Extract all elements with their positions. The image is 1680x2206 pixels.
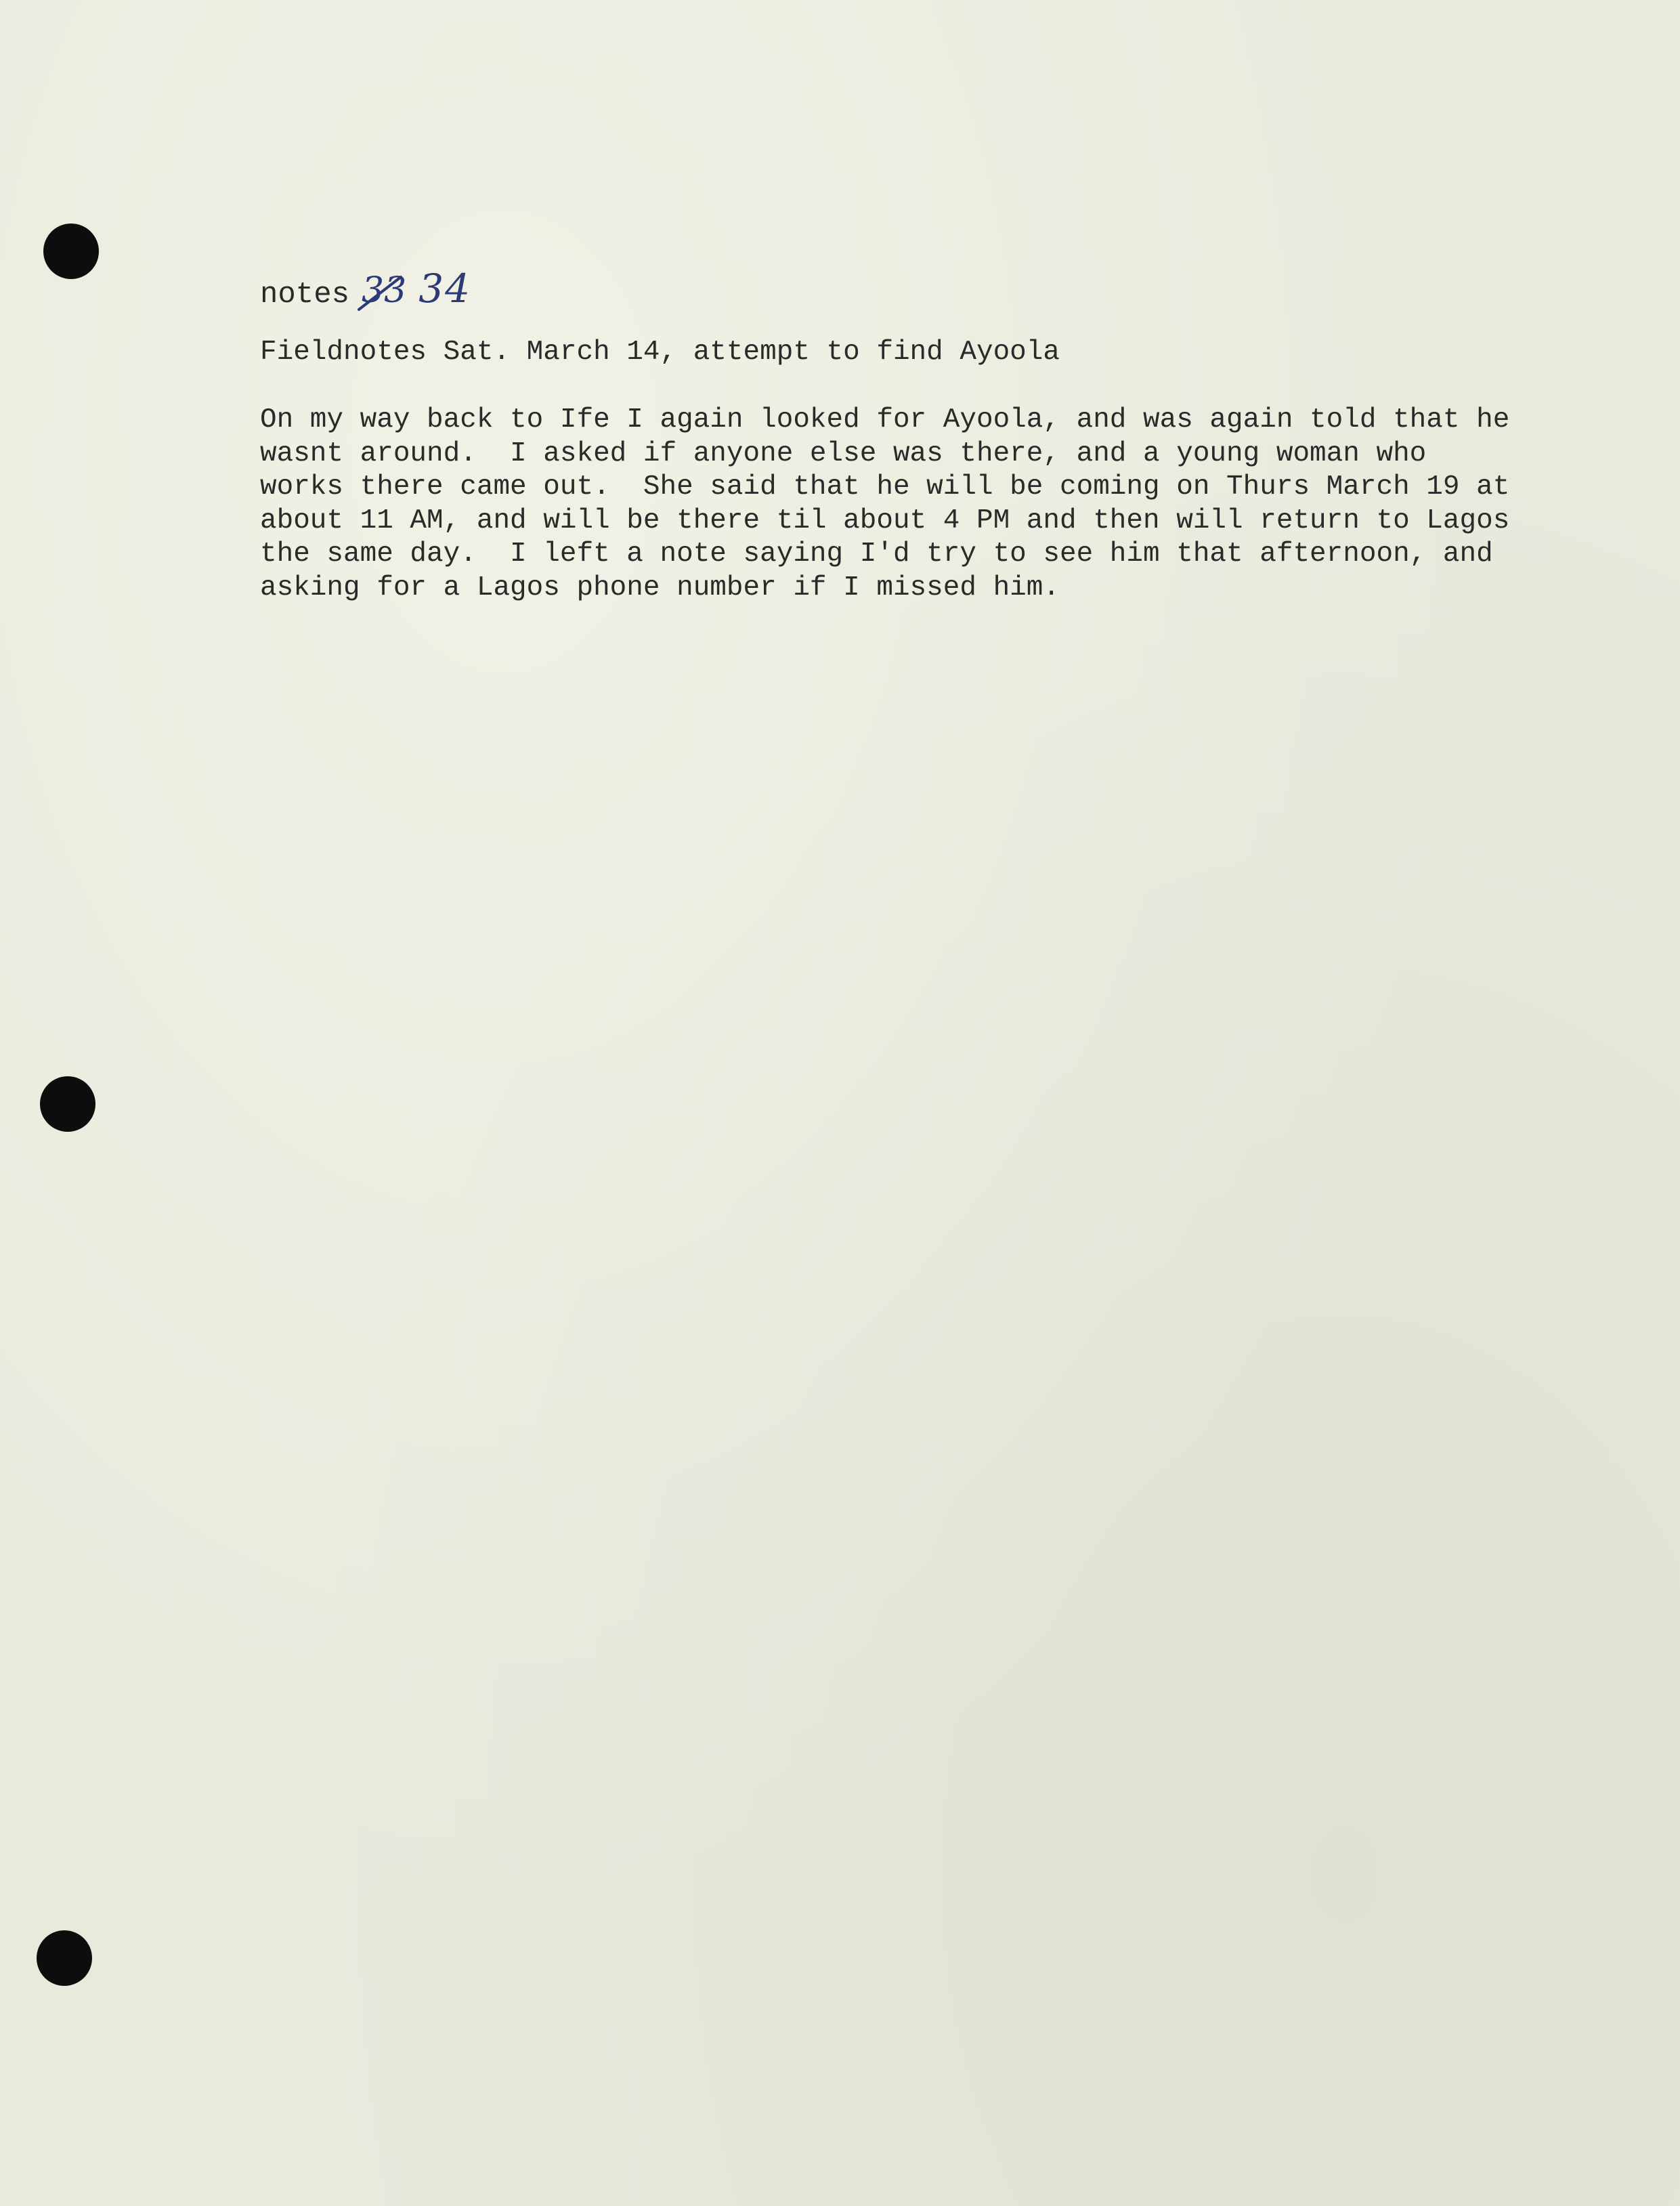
struck-page-number: 33	[362, 270, 406, 311]
fieldnotes-heading: Fieldnotes Sat. March 14, attempt to find Ayoola	[260, 337, 1060, 368]
page-label-word: notes	[260, 278, 350, 312]
handwritten-page-number: 34	[418, 266, 472, 312]
punch-hole-top	[43, 224, 99, 279]
body-line: wasnt around. I asked if anyone else was there, and a young woman who	[260, 438, 1427, 469]
body-line: about 11 AM, and will be there til about 4 PM and then will return to Lagos	[260, 505, 1510, 536]
body-line: the same day. I left a note saying I'd try to see him that afternoon, and	[260, 538, 1493, 570]
punch-hole-bottom	[37, 1930, 92, 1986]
page-label	[260, 266, 471, 312]
body-line: works there came out. She said that he will be coming on Thurs March 19 at	[260, 471, 1510, 503]
punch-hole-middle	[40, 1076, 95, 1132]
body-line: asking for a Lagos phone number if I missed him.	[260, 572, 1060, 603]
fieldnotes-body	[260, 404, 1509, 605]
body-line: On my way back to Ife I again looked for Ayoola, and was again told that he	[260, 404, 1510, 436]
